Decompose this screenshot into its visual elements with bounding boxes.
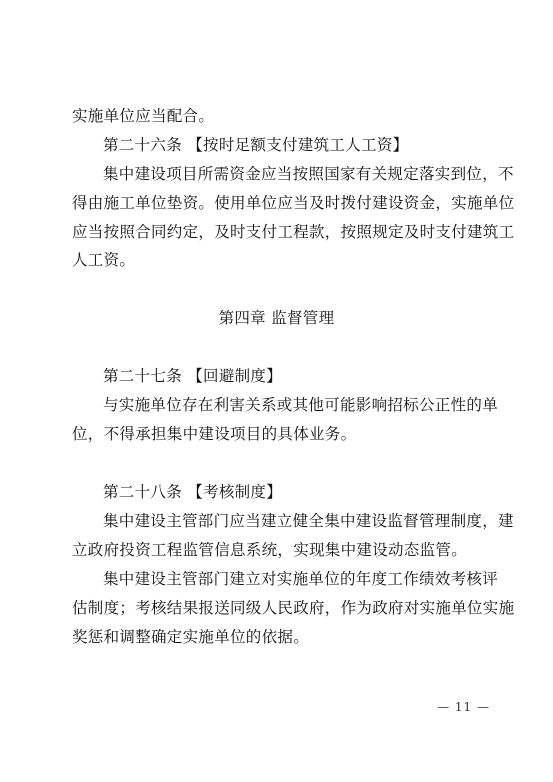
body-text-line: 人工资。 — [72, 251, 136, 269]
body-text-line: 估制度；考核结果报送同级人民政府，作为政府对实施单位实施 — [72, 599, 515, 617]
body-text-line: 立政府投资工程监管信息系统，实现集中建设动态监管。 — [72, 541, 468, 559]
body-text-line: 集中建设项目所需资金应当按照国家有关规定落实到位，不 — [103, 165, 514, 183]
page-number: — 11 — — [437, 700, 490, 714]
body-text-line: 应当按照合同约定，及时支付工程款，按照规定及时支付建筑工 — [72, 223, 515, 241]
body-text-line: 与实施单位存在利害关系或其他可能影响招标公正性的单 — [103, 396, 499, 414]
article-heading: 第二十六条 【按时足额支付建筑工人工资】 — [103, 136, 409, 154]
body-text-line: 奖惩和调整确定实施单位的依据。 — [72, 628, 310, 646]
body-text-line: 实施单位应当配合。 — [72, 107, 215, 125]
chapter-heading: 第四章 监督管理 — [218, 309, 335, 327]
body-text-line: 得由施工单位垫资。使用单位应当及时拨付建设资金，实施单位 — [72, 194, 515, 212]
body-text-line: 集中建设主管部门建立对实施单位的年度工作绩效考核评 — [103, 570, 499, 588]
body-text-line: 位，不得承担集中建设项目的具体业务。 — [72, 425, 357, 443]
article-heading: 第二十七条 【回避制度】 — [103, 367, 283, 385]
body-text-line: 集中建设主管部门应当建立健全集中建设监督管理制度，建 — [103, 512, 514, 530]
article-heading: 第二十八条 【考核制度】 — [103, 483, 283, 501]
